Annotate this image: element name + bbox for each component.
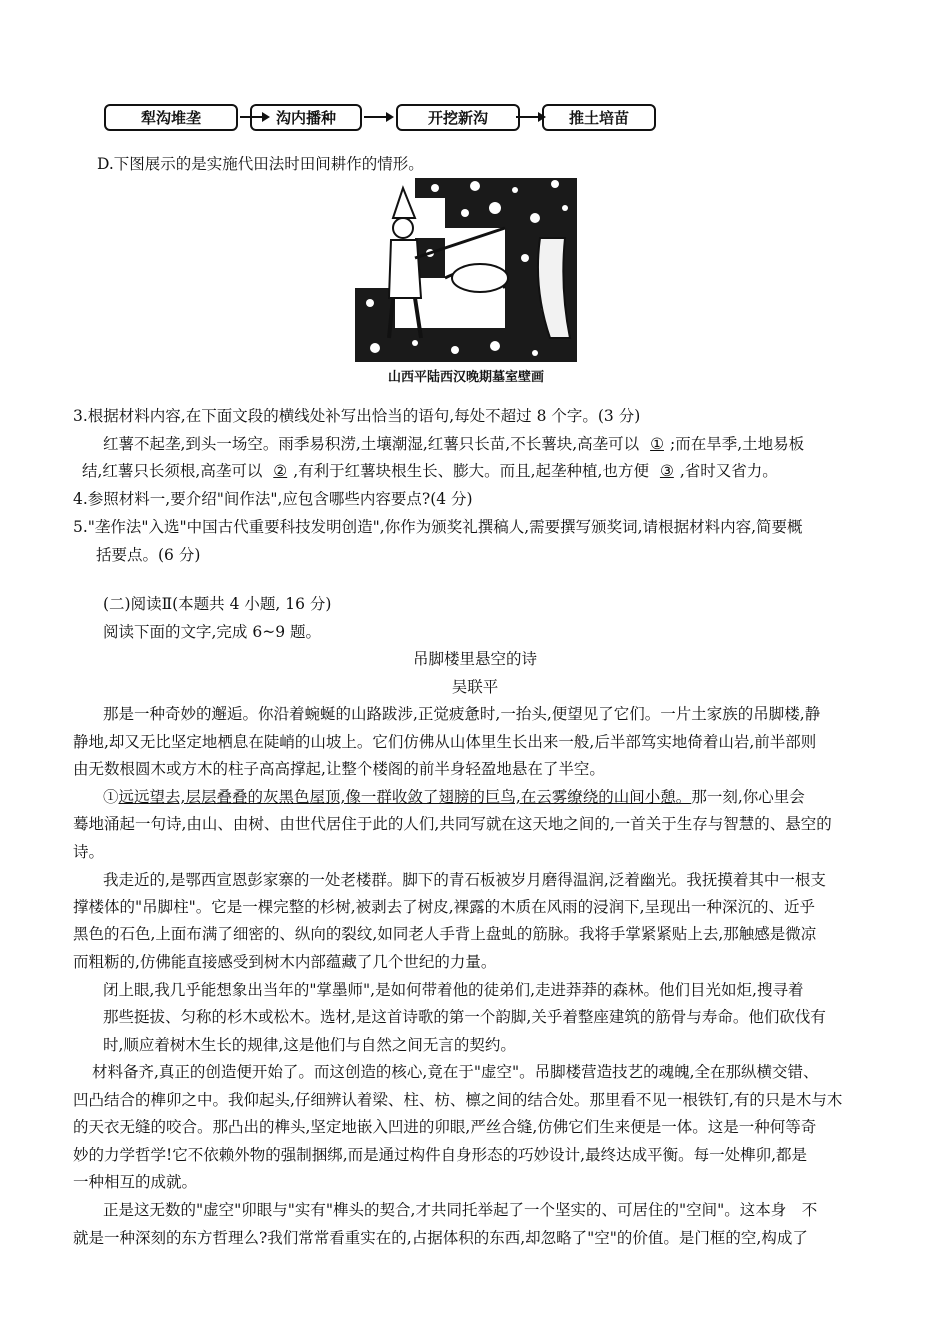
q3-line1 [103,432,804,454]
q3-line1-text-b: ;而在旱季,土地易板 [669,435,805,453]
flow-step-4: 推土培苗 [542,104,656,131]
p2-rest: 那一刻,你心里会 [691,788,805,806]
p2-line-1 [103,785,805,807]
flow-step-1: 犁沟堆垄 [104,104,238,131]
p5-line-2: 凹凸结合的榫卯之中。我仰起头,仔细辨认着梁、柱、枋、檩之间的结合处。那里看不见一根铁钉,有的只是木与木 [73,1091,843,1109]
p6-line-2: 就是一种深刻的东方哲理么?我们常常看重实在的,占据体积的东西,却忽略了"空"的价值。是门框的空,构成了 [73,1229,808,1247]
flow-step-2: 沟内播种 [250,104,362,131]
q3-blank-3: ③ [659,462,674,480]
p1-line-2: 静地,却又无比坚定地栖息在陡峭的山坡上。它们仿佛从山体里生长出来一般,后半部笃实地倚着山岩,前半部则 [73,733,817,751]
q5-line2: 括要点。(6 分) [96,546,201,564]
p1-line-1: 那是一种奇妙的邂逅。你沿着蜿蜒的山路跋涉,正觉疲惫时,一抬头,便望见了它们。一片土家族的吊脚楼,静 [103,705,821,723]
q3-stem: 3.根据材料内容,在下面文段的横线处补写出恰当的语句,每处不超过 8 个字。(3 分) [73,407,641,425]
article-title: 吊脚楼里悬空的诗 [412,650,537,668]
p2-number: ① [103,788,119,806]
p5-line-1: 材料备齐,真正的创造便开始了。而这创造的核心,竟在于"虚空"。吊脚楼营造技艺的魂魄,全在那纵横交错、 [92,1063,819,1081]
p4-line-2: 那些挺拔、匀称的杉木或松木。选材,是这首诗歌的第一个韵脚,关乎着整座建筑的筋骨与寿命。他们砍伐有 [103,1008,826,1026]
p2-line-3: 诗。 [73,843,105,861]
p3-line-1: 我走近的,是鄂西宣恩彭家寨的一处老楼群。脚下的青石板被岁月磨得温润,泛着幽光。我抚摸着其中一根支 [103,871,826,889]
p5-line-5: 一种相互的成就。 [73,1173,198,1191]
p2-line-2: 蓦地涌起一句诗,由山、由树、由世代居住于此的人们,共同写就在这天地之间的,一首关于生存与智慧的、悬空的 [73,815,832,833]
q5-line1: 5."垄作法"入选"中国古代重要科技发明创造",你作为颁奖礼撰稿人,需要撰写颁奖词,请根据材料内容,简要概 [73,518,803,536]
p5-line-4: 妙的力学哲学!它不依赖外物的强制捆绑,而是通过构件自身形态的巧妙设计,最终达成平衡。每一处榫卯,都是 [73,1146,808,1164]
q4: 4.参照材料一,要介绍"间作法",应包含哪些内容要点?(4 分) [73,490,473,508]
p6-line-1: 正是这无数的"虚空"卯眼与"实有"榫头的契合,才共同托举起了一个坚实的、可居住的"空间"。这本身 不 [103,1201,818,1219]
flow-arrow-icon [364,111,394,123]
p3-line-2: 撑楼体的"吊脚柱"。它是一棵完整的杉树,被剥去了树皮,裸露的木质在风雨的浸润下,呈现出一种深沉的、近乎 [73,898,816,916]
q3-blank-2: ② [273,462,288,480]
p5-line-3: 的天衣无缝的咬合。那凸出的榫头,坚定地嵌入凹进的卯眼,严丝合缝,仿佛它们生来便是一体。这是一种何等奇 [73,1118,817,1136]
option-d: D.下图展示的是实施代田法时田间耕作的情形。 [97,155,424,173]
q3-line2-text-c: ,省时又省力。 [679,462,778,480]
q3-blank-1: ① [650,435,664,453]
q3-line1-text-a: 红薯不起垄,到头一场空。雨季易积涝,土壤潮湿,红薯只长苗,不长薯块,高垄可以 [103,435,640,453]
p1-line-3: 由无数根圆木或方木的柱子高高撑起,让整个楼阁的前半身轻盈地悬在了半空。 [73,760,605,778]
p4-line-1: 闭上眼,我几乎能想象出当年的"掌墨师",是如何带着他的徒弟们,走进莽莽的森林。他们目光如炬,搜寻着 [103,981,804,999]
section2-header: (二)阅读Ⅱ(本题共 4 小题, 16 分) [103,595,332,613]
mural-image [355,178,577,362]
q3-line2-text-b: ,有利于红薯块根生长、膨大。而且,起垄种植,也方便 [293,462,649,480]
p4-line-3: 时,顺应着树木生长的规律,这是他们与自然之间无言的契约。 [103,1036,516,1054]
p3-line-3: 黑色的石色,上面布满了细密的、纵向的裂纹,如同老人手背上盘虬的筋脉。我将手掌紧紧贴上去,那触感是微凉 [73,925,817,943]
flow-step-3: 开挖新沟 [396,104,520,131]
p3-line-4: 而粗粝的,仿佛能直接感受到树木内部蕴藏了几个世纪的力量。 [73,953,497,971]
figure-caption: 山西平陆西汉晚期墓室壁画 [387,370,544,385]
q3-line2 [82,459,778,481]
q3-line2-text-a: 结,红薯只长须根,高垄可以 [82,462,263,480]
article-author: 吴联平 [451,678,499,696]
section2-instruction: 阅读下面的文字,完成 6~9 题。 [103,623,321,641]
p2-underlined-sentence: 远远望去,层层叠叠的灰黑色屋顶,像一群收敛了翅膀的巨鸟,在云雾缭绕的山间小憩。 [118,788,692,806]
